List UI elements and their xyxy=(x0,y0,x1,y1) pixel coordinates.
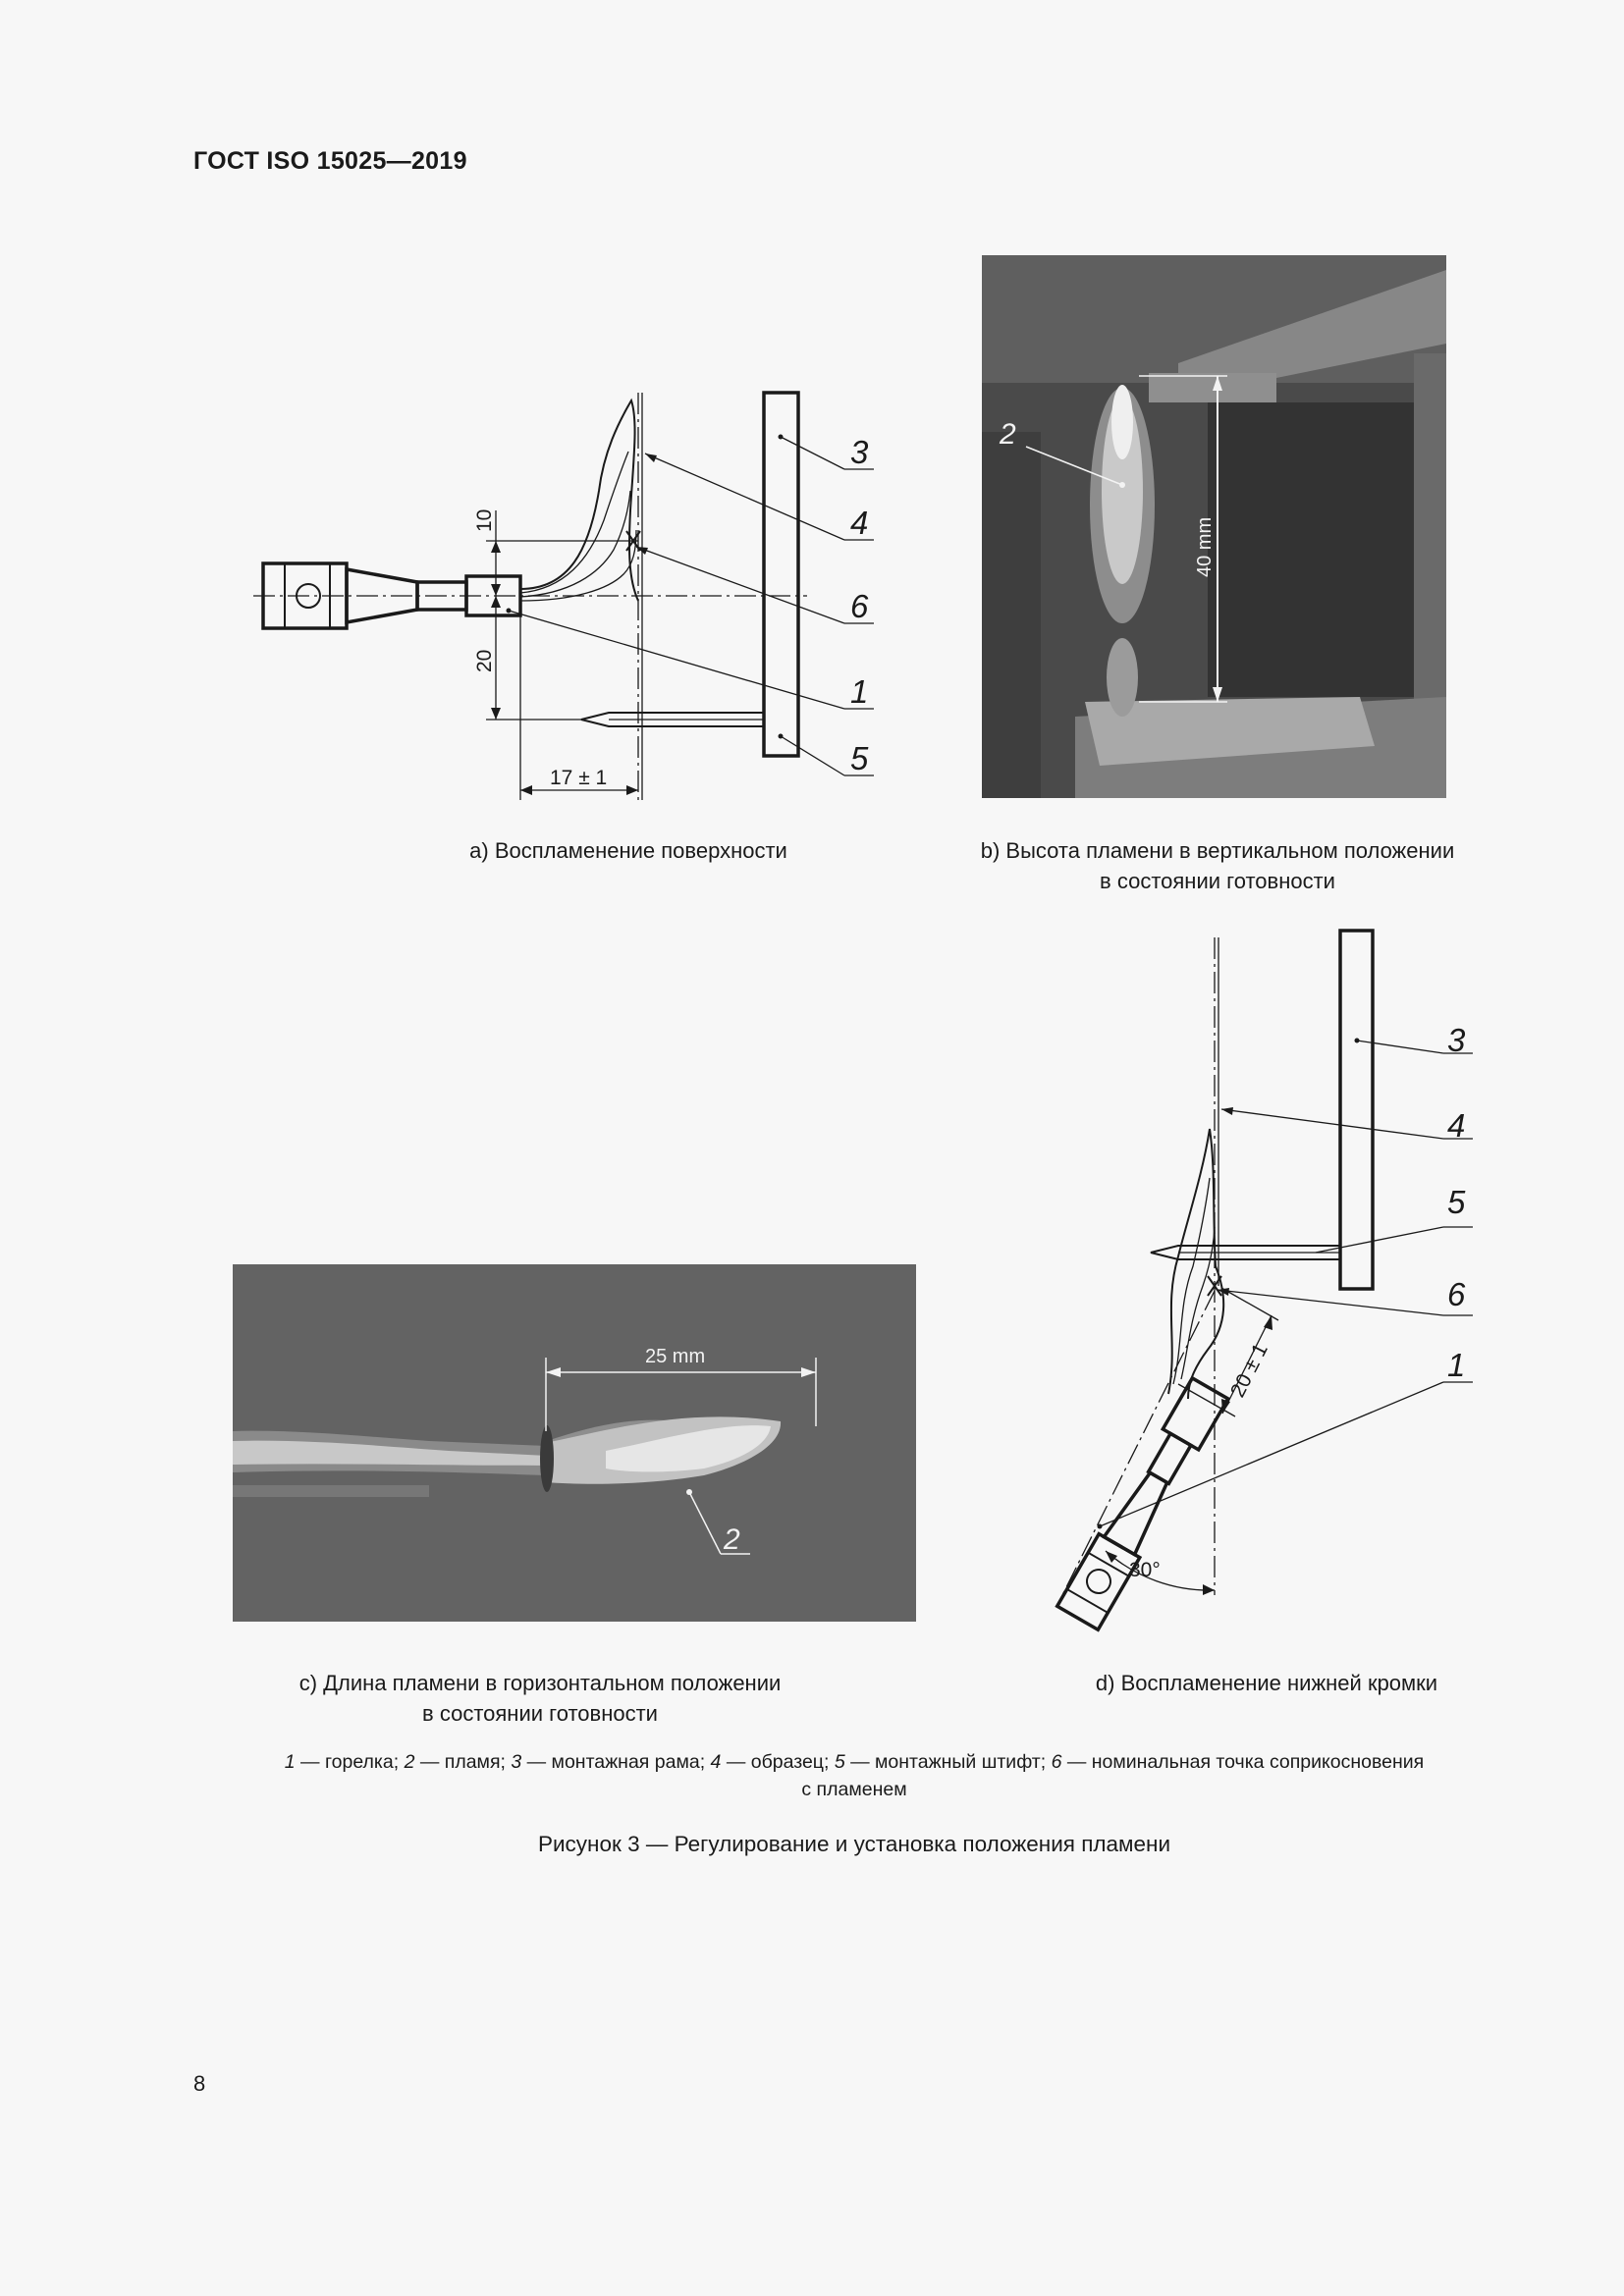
caption-d: d) Воспламенение нижней кромки xyxy=(1095,1671,1438,1695)
caption-c: c) Длина пламени в горизонтальном положении в состоянии готовности xyxy=(298,1671,782,1726)
figure-b-photo xyxy=(982,255,1446,798)
caption-a: a) Воспламенение поверхности xyxy=(469,838,787,863)
dim-17: 17 ± 1 xyxy=(550,767,608,789)
mounting-frame-d xyxy=(1340,931,1373,1289)
label-1: 1 xyxy=(850,673,869,710)
dim-20: 20 xyxy=(473,649,496,672)
page-number: 8 xyxy=(193,2071,206,2096)
label-3: 3 xyxy=(850,434,869,470)
flame-outline-d xyxy=(1168,1129,1223,1399)
label-4: 4 xyxy=(850,505,869,541)
photo-label-2-c: 2 xyxy=(724,1523,740,1556)
caption-b: b) Высота пламени в вертикальном положении в состоянии готовности xyxy=(980,838,1455,893)
photo-label-2: 2 xyxy=(1000,418,1016,451)
figure-a-diagram xyxy=(245,383,893,815)
mounting-frame xyxy=(764,393,798,756)
label-6-d: 6 xyxy=(1447,1276,1466,1312)
label-4-d: 4 xyxy=(1447,1107,1466,1144)
label-5-d: 5 xyxy=(1447,1184,1466,1220)
figure-c-photo xyxy=(233,1264,916,1622)
label-5: 5 xyxy=(850,740,869,776)
label-6: 6 xyxy=(850,588,869,624)
figure-legend: 1 — горелка; 2 — пламя; 3 — монтажная рама; 4 — образец; 5 — монтажный штифт; 6 — номинальная точка соприкосновения с пламенем xyxy=(284,1751,1425,1800)
figure-title: Рисунок 3 — Регулирование и установка положения пламени xyxy=(537,1832,1171,1856)
label-3-d: 3 xyxy=(1447,1022,1466,1058)
measure-40mm: 40 mm xyxy=(1194,516,1216,577)
label-1-d: 1 xyxy=(1447,1347,1466,1383)
flame-outline xyxy=(520,400,638,601)
document-header: ГОСТ ISO 15025—2019 xyxy=(193,147,467,175)
measure-25mm: 25 mm xyxy=(645,1346,706,1367)
dim-10: 10 xyxy=(473,508,496,532)
angle-30: 30° xyxy=(1129,1559,1161,1581)
dim-20-pm-1: 20 ± 1 xyxy=(1225,1339,1272,1402)
figure-d-diagram xyxy=(992,923,1542,1639)
